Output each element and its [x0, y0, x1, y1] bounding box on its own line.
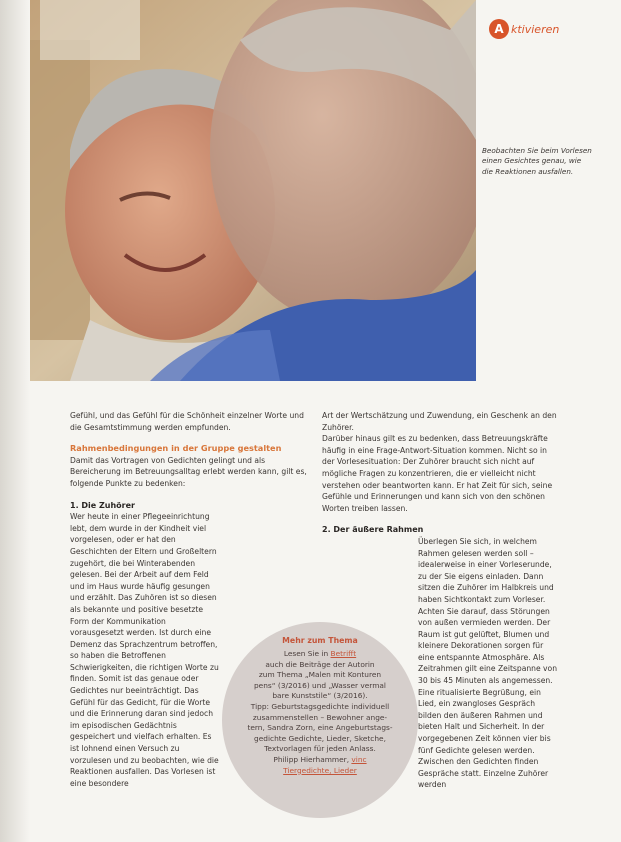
info-circle — [222, 622, 418, 818]
info-betrifft-link[interactable]: Betrifft — [330, 649, 357, 658]
photo-caption: Beobachten Sie beim Vorlesen einen Gesichtes genau, wie die Reaktionen ausfallen. — [482, 146, 592, 176]
info-line-5: bare Kunststile“ (3/2016). — [272, 691, 368, 701]
photo-illustration — [30, 0, 476, 381]
info-title: Mehr zum Thema — [282, 636, 358, 645]
paragraph-rahmen: Überlegen Sie sich, in welchem Rahmen gelesen werden soll – idealerweise in einer Vorleserunde, zu der Sie eigens einladen. Dann sitzen die Zuhörer im Halbkreis und haben Sichtkontakt zum Vorleser. Achten Sie darauf, dass Störungen von außen vermieden werden. Der Raum ist gut gelüftet, Blumen und kleinere Dekorationen sorgen für eine entspannte Atmosphäre. Als Zeitrahmen gilt eine Zeitspanne von 30 bis 45 Minuten als angemessen. Eine ritualisierte Begrüßung, ein Lied, ein zwangloses Gespräch bilden den äußeren Rahmen und bieten Halt und Sicherheit. In der vorgegebenen Zeit können vier bis fünf Gedichte gelesen werden. Zwischen den Gedichten finden Gespräche statt. Einzelne Zuhörer werden — [418, 536, 558, 790]
section-heading: Rahmenbedingungen in der Gruppe gestalten — [70, 443, 282, 454]
paragraph-frage-antwort: Darüber hinaus gilt es zu bedenken, dass Betreuungskräfte häufig in eine Frage-Antwort-Situation kommen. Nicht so in der Vorlesesituation: Der Zuhörer braucht sich nicht auf mögliche Fragen zu konzentrieren, die er vielleicht nicht verstehen oder beantworten kann. Er hat Zeit für sich, seine Gefühle und Erinnerungen und kann sich von den schönen Worten treiben lassen. — [322, 434, 553, 513]
paragraph-zuhoerer: Wer heute in einer Pflegeeinrichtung lebt, dem wurde in der Kindheit viel vorgelesen, oder er hat den Geschichten der Eltern und Großeltern zugehört, die bei Winterabenden gelesen. Bei der Arbeit auf dem Feld und im Haus wurde häufig gesungen und erzählt. Das Zuhören ist so diesen als bekannte und positive besetzte Form der Kommunikation vorausgesetzt werden. Ist durch eine Demenz das Sprachzentrum betroffen, so haben die Betroffenen Schwierigkeiten, die richtigen Worte zu finden. Somit ist das genaue oder Gedichtes nur beeinträchtigt. Das Gefühl für das Gedicht, für die Worte und die Erinnerung daran sind jedoch im episodischen Gedächtnis gespeichert und vielfach erhalten. Es ist lohnend einen Versuch zu vorzulesen und zu beobachten, wie die Reaktionen ausfallen. Das Vorlesen ist eine besondere — [70, 512, 219, 788]
info-line-7: zusammenstellen – Bewohner ange- — [252, 712, 388, 722]
info-line-8: tern, Sandra Zorn, eine Angeburtstags- — [247, 723, 393, 733]
info-line-6: Tipp: Geburtstagsgedichte individuell — [250, 701, 390, 711]
section-paragraph: Damit das Vortragen von Gedichten gelingt und als Bereicherung im Betreuungsalltag erlebt werden kann, gilt es, folgende Punkte zu bedenken: — [70, 455, 307, 488]
info-line-4: pens“ (3/2016) und „Wasser vermal — [253, 680, 386, 690]
info-line-9: gedichte Gedichte, Lieder, Sketche, — [254, 733, 386, 743]
info-line-10: Textvorlagen für jeden Anlass. — [264, 744, 376, 754]
badge-label: ktivieren — [511, 22, 560, 36]
info-line-3: zum Thema „Malen mit Konturen — [258, 670, 382, 680]
info-line-1: Lesen Sie in Betrifft — [283, 649, 357, 658]
intro-paragraph-right: Art der Wertschätzung und Zuwendung, ein Geschenk an den Zuhörer. — [322, 411, 557, 432]
subheading-zuhoerer: 1. Die Zuhörer — [70, 500, 135, 510]
intro-paragraph: Gefühl, und das Gefühl für die Schönheit einzelner Worte und die Gesamtstimmung werden empfunden. — [70, 411, 304, 432]
page-gutter — [0, 0, 30, 842]
info-line-11: Philipp Hierhammer, vinc — [273, 754, 367, 764]
section-badge — [489, 18, 559, 40]
info-line-12[interactable]: Tiergedichte, Lieder — [283, 765, 357, 775]
info-line-2: auch die Beiträge der Autorin — [265, 659, 375, 669]
subheading-rahmen: 2. Der äußere Rahmen — [322, 525, 424, 535]
info-vinc-link[interactable]: vinc — [351, 754, 367, 764]
photo-elderly-man — [30, 0, 476, 381]
badge-letter: A — [489, 19, 509, 39]
